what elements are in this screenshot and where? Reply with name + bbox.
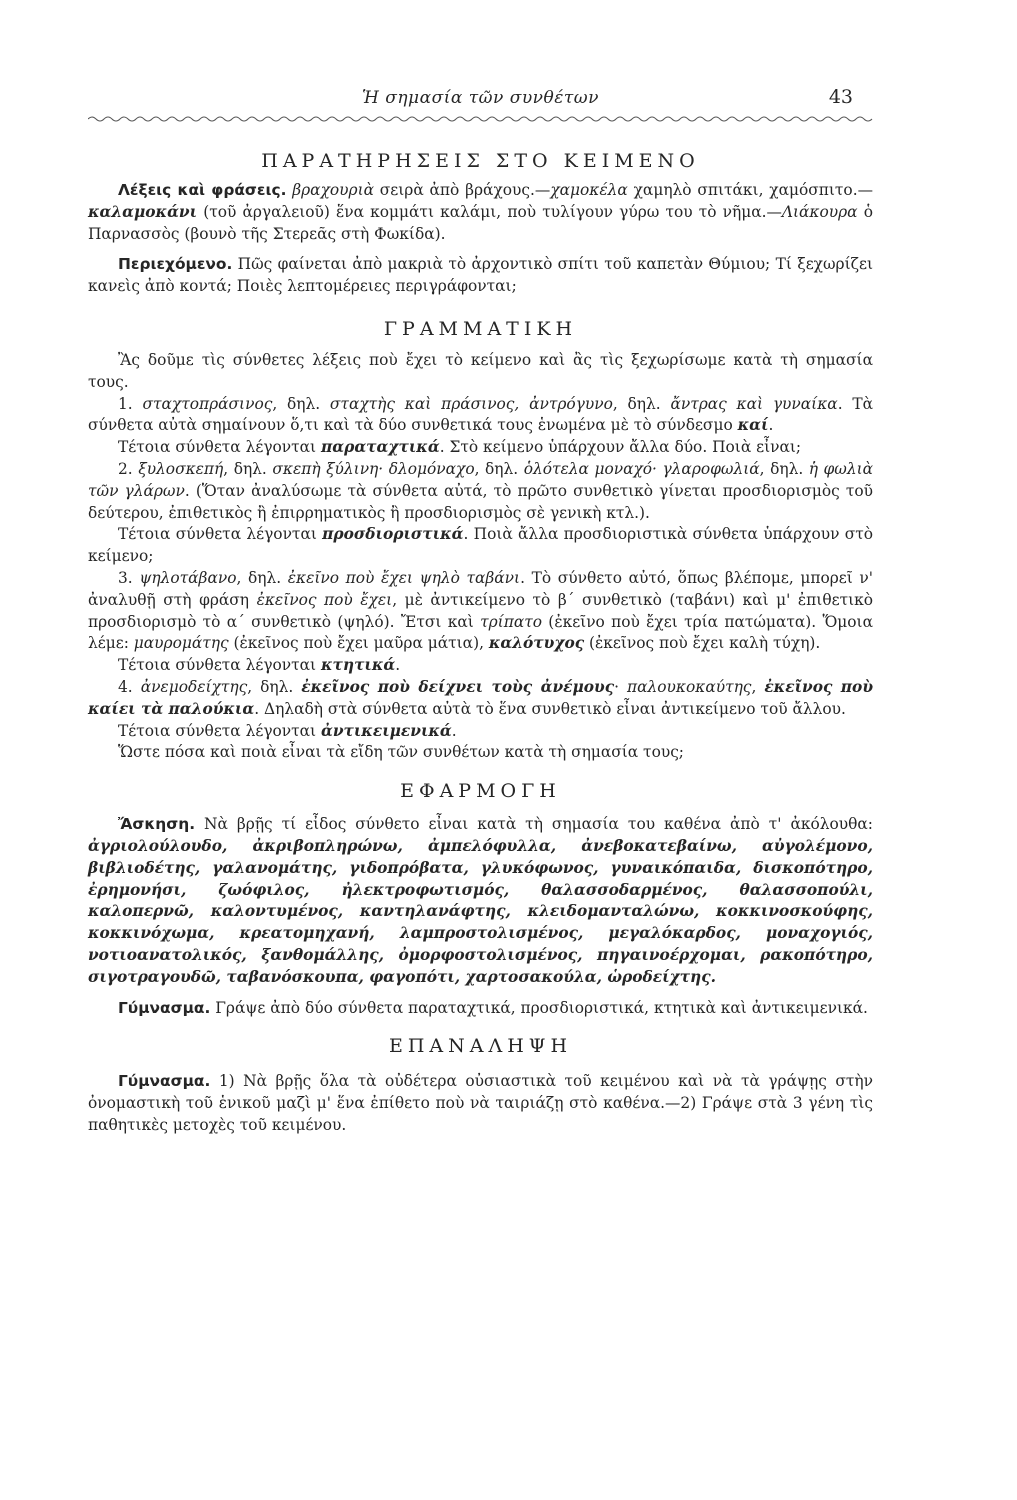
page-header <box>88 78 873 112</box>
review-gym-paragraph: Γύμνασμα. 1) Νὰ βρῇς ὅλα τὰ οὐδέτερα οὐσιαστικὰ τοῦ κειμένου καὶ νὰ τὰ γράψῃς στὴν ὀνομαστικὴ τοῦ ἑνικοῦ μαζὶ μ' ἕνα ἐπίθετο ποὺ νὰ ταιριάζῃ στὸ καθένα.—2) Γράψε στὰ 3 γένη τὶς παθητικὲς μετοχὲς τοῦ κειμένου. <box>88 1072 873 1134</box>
section-title-observations: ΠΑΡΑΤΗΡΗΣΕΙΣ ΣΤΟ ΚΕΙΜΕΝΟ <box>261 150 700 172</box>
grammar-rule-1: Τέτοια σύνθετα λέγονται παραταχτικά. Στὸ κείμενο ὑπάρχουν ἄλλα δύο. Ποιὰ εἶναι; <box>118 438 802 457</box>
grammar-question: Ὥστε πόσα καὶ ποιὰ εἶναι τὰ εἴδη τῶν συνθέτων κατὰ τὴ σημασία τους; <box>118 743 684 762</box>
content-paragraph: Περιεχόμενο. Πῶς φαίνεται ἀπὸ μακριὰ τὸ ἀρχοντικὸ σπίτι τοῦ καπετὰν Θύμιου; Τί ξεχωρίζει κανεὶς ἀπὸ κοντά; Ποιὲς λεπτομέρειες περιγράφονται; <box>88 255 873 296</box>
grammar-item-1: 1. σταχτοπράσινος, δηλ. σταχτὴς καὶ πράσινος, ἀντρόγυνο, δηλ. ἄντρας καὶ γυναίκα. Τὰ σύνθετα αὐτὰ σημαίνουν ὅ,τι καὶ τὰ δύο συνθετικά τους ἑνωμένα μὲ τὸ σύνδεσμο καί. <box>88 394 874 435</box>
words-paragraph: Λέξεις καὶ φράσεις. βραχουριὰ σειρὰ ἀπὸ βράχους.—χαμοκέλα χαμηλὸ σπιτάκι, χαμόσπιτο.—καλαμοκάνι (τοῦ ἀργαλειοῦ) ἕνα κομμάτι καλάμι, ποὺ τυλίγουν γύρω του τὸ νῆμα.—Λιάκουρα ὁ Παρνασσὸς (βουνὸ τῆς Στερεᾶς στὴ Φωκίδα). <box>88 181 873 243</box>
grammar-rule-3: Τέτοια σύνθετα λέγονται κτητικά. <box>118 656 401 675</box>
exercise-paragraph: Ἄσκηση. Νὰ βρῇς τί εἶδος σύνθετο εἶναι κατὰ τὴ σημασία του καθένα ἀπὸ τ' ἀκόλουθα: ἀγριολούλουδο, ἀκριβοπληρώνω, ἀμπελόφυλλα, ἀνεβοκατεβαίνω, αὐγολέμονο, βιβλιοδέτης, γαλανομάτης, γιδοπρόβατα, γλυκόφωνος, γυναικόπαιδα, δισκοπότηρο, ἐρημονήσι, ζωόφιλος, ἠλεκτροφωτισμός, θαλασσοδαρμένος, θαλασσοπούλι, καλοπερνῶ, καλοντυμένος, καντηλανάφτης, κλειδομανταλώνω, κοκκινοσκούφης, κοκκινόχωμα, κρεατομηχανή, λαμπροστολισμένος, μεγαλόκαρδος, μοναχογιός, νοτιοανατολικός, ξανθομάλλης, ὀμορφοστολισμένος, πηγαινοέρχομαι, ρακοπότηρο, σιγοτραγουδῶ, ταβανόσκουπα, φαγοπότι, χαρτοσακούλα, ὡροδείχτης. <box>88 815 873 986</box>
gym-label: Γύμνασμα. <box>118 998 211 1017</box>
running-title: Ἡ σημασία τῶν συνθέτων <box>362 88 599 108</box>
section-title-application: ΕΦΑΡΜΟΓΗ <box>400 780 561 803</box>
exercise-word-list: ἀγριολούλουδο, ἀκριβοπληρώνω, ἀμπελόφυλλα, ἀνεβοκατεβαίνω, αὐγολέμονο, βιβλιοδέτης, γαλανομάτης, γιδοπρόβατα, γλυκόφωνος, γυναικόπαιδα, δισκοπότηρο, ἐρημονήσι, ζωόφιλος, ἠλεκτροφωτισμός, θαλασσοδαρμένος, θαλασσοπούλι, καλοπερνῶ, καλοντυμένος, καντηλανάφτης, κλειδομανταλώνω, κοκκινοσκούφης, κοκκινόχωμα, κρεατομηχανή, λαμπροστολισμένος, μεγαλόκαρδος, μοναχογιός, νοτιοανατολικός, ξανθομάλλης, ὀμορφοστολισμένος, πηγαινοέρχομαι, ρακοπότηρο, σιγοτραγουδῶ, ταβανόσκουπα, φαγοπότι, χαρτοσακούλα, ὡροδείχτης. <box>88 836 873 986</box>
grammar-item-3: 3. ψηλοτάβανο, δηλ. ἐκεῖνο ποὺ ἔχει ψηλὸ ταβάνι. Τὸ σύνθετο αὐτό, ὅπως βλέπομε, μπορεῖ ν' ἀναλυθῇ στὴ φράση ἐκεῖνος ποὺ ἔχει, μὲ ἀντικείμενο τὸ β΄ συνθετικὸ (ταβάνι) καὶ μ' ἐπιθετικὸ προσδιορισμὸ τὸ α΄ συνθετικὸ (ψηλό). Ἔτσι καὶ τρίπατο (ἐκεῖνο ποὺ ἔχει τρία πατώματα). Ὅμοια λέμε: μαυρομάτης (ἐκεῖνος ποὺ ἔχει μαῦρα μάτια), καλότυχος (ἐκεῖνος ποὺ ἔχει καλὴ τύχη). <box>88 568 874 653</box>
grammar-rule-2: Τέτοια σύνθετα λέγονται προσδιοριστικά. Ποιὰ ἄλλα προσδιοριστικὰ σύνθετα ὑπάρχουν στὸ κείμενο; <box>88 525 873 566</box>
section-title-review: ΕΠΑΝΑΛΗΨΗ <box>388 1035 573 1058</box>
grammar-rule-4: Τέτοια σύνθετα λέγονται ἀντικειμενικά. <box>118 721 457 740</box>
exercise-label: Ἄσκηση. <box>118 815 196 834</box>
application-gym-paragraph: Γύμνασμα. Γράψε ἀπὸ δύο σύνθετα παραταχτικά, προσδιοριστικά, κτητικὰ καὶ ἀντικειμενικά. <box>118 998 868 1017</box>
grammar-intro: Ἂς δοῦμε τὶς σύνθετες λέξεις ποὺ ἔχει τὸ κείμενο καὶ ἂς τὶς ξεχωρίσωμε κατὰ τὴ σημασία τους. <box>88 350 873 391</box>
section-title-grammar: ΓΡΑΜΜΑΤΙΚΗ <box>383 317 578 340</box>
wavy-rule <box>88 114 873 124</box>
words-label: Λέξεις καὶ φράσεις. <box>118 181 287 199</box>
review-gym-label: Γύμνασμα. <box>118 1072 211 1091</box>
book-page <box>88 78 873 1137</box>
grammar-item-4: 4. ἀνεμοδείχτης, δηλ. ἐκεῖνος ποὺ δείχνει τοὺς ἀνέμους· παλουκοκαύτης, ἐκεῖνος ποὺ καίει τὰ παλούκια. Δηλαδὴ στὰ σύνθετα αὐτὰ τὸ ἕνα συνθετικὸ εἶναι ἀντικείμενο τοῦ ἄλλου. <box>88 677 874 718</box>
grammar-item-2: 2. ξυλοσκεπή, δηλ. σκεπὴ ξύλινη· δλομόναχο, δηλ. ὁλότελα μοναχό· γλαροφωλιά, δηλ. ἡ φωλιὰ τῶν γλάρων. (Ὅταν ἀναλύσωμε τὰ σύνθετα αὐτά, τὸ πρῶτο συνθετικὸ γίνεται προσδιορισμὸς τοῦ δεύτερου, ἐπιθετικὸς ἢ ἐπιρρηματικὸς ἢ προσδιορισμὸς σὲ γενικὴ κτλ.). <box>88 459 874 522</box>
content-label: Περιεχόμενο. <box>118 255 233 274</box>
page-number: 43 <box>828 86 853 108</box>
